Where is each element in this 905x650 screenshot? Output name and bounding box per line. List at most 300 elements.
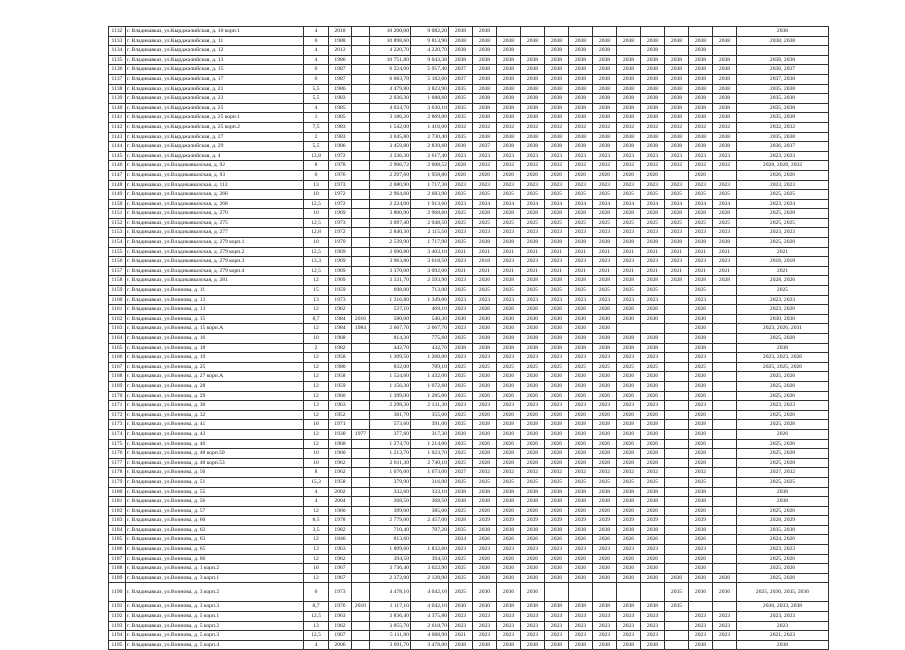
cell-year-other: 2038 [713, 55, 737, 65]
cell-year-other [713, 401, 737, 411]
cell-year-gas [665, 535, 689, 545]
cell-year-facade: 2038 [473, 525, 497, 535]
cell-planned-years: 2037, 2038 [737, 74, 829, 84]
cell-wear-percent: 12 [304, 573, 329, 583]
cell-reconstruction-year [352, 612, 370, 622]
cell-build-year: 1963 [329, 401, 352, 411]
cell-address: г. Владикавказ, ул.Владикавказская, д. 277 [126, 228, 304, 238]
cell-year-sewer: 2038 [641, 525, 665, 535]
table-row [109, 497, 829, 507]
table-row [109, 199, 829, 209]
cell-year-basement: 2026 [497, 372, 521, 382]
cell-build-year: 1980 [329, 362, 352, 372]
cell-year-hot-water: 2038 [593, 142, 617, 152]
cell-living-area: 385,00 [411, 506, 449, 516]
cell-year-hot-water: 2028 [593, 458, 617, 468]
cell-total-area: 3 370,00 [370, 266, 411, 276]
table-row [109, 612, 829, 622]
cell-year-cold-water: 2028 [617, 420, 641, 430]
cell-year-basement: 2038 [497, 74, 521, 84]
cell-year-elevator: 2028 [689, 209, 713, 219]
cell-year-sewer: 2038 [641, 132, 665, 142]
cell-year-gas [665, 506, 689, 516]
cell-wear-percent: 3,5 [304, 525, 329, 535]
cell-year-cold-water: 2038 [617, 602, 641, 612]
cell-year-facade: 2021 [473, 266, 497, 276]
cell-living-area: 2 115,50 [411, 228, 449, 238]
cell-year-roof: 2035 [449, 525, 473, 535]
cell-year-heating [569, 27, 593, 37]
table-row [109, 420, 829, 430]
cell-address: г. Владикавказ, ул.Владикавказская, д. 279 корп.1 [126, 238, 304, 248]
cell-wear-percent: 13 [304, 401, 329, 411]
cell-year-cold-water: 2038 [617, 132, 641, 142]
cell-year-sewer: 2030 [641, 314, 665, 324]
cell-living-area: 2 618,70 [411, 621, 449, 631]
cell-address: г. Владикавказ, ул.Воинова, д. 55 [126, 487, 304, 497]
cell-year-hot-water: 2028 [593, 209, 617, 219]
cell-year-roof: 2025 [449, 583, 473, 602]
cell-year-heating: 2023 [569, 545, 593, 555]
table-row [109, 554, 829, 564]
cell-year-roof: 2025 [449, 410, 473, 420]
cell-year-foundation: 2023 [521, 545, 545, 555]
cell-year-basement: 2025 [497, 362, 521, 372]
cell-address: г. Владикавказ, ул.Воинова, д. 65 [126, 545, 304, 555]
cell-reconstruction-year: 1977 [352, 429, 370, 439]
cell-year-heating: 2038 [569, 142, 593, 152]
cell-year-roof: 2028 [449, 516, 473, 526]
cell-row-number: 1161 [109, 305, 126, 315]
cell-year-basement: 2038 [497, 65, 521, 75]
cell-year-heating: 2038 [569, 55, 593, 65]
cell-year-sewer: 2025 [641, 362, 665, 372]
cell-year-hot-water: 2038 [593, 497, 617, 507]
table-row [109, 525, 829, 535]
cell-year-roof: 2021 [449, 266, 473, 276]
cell-living-area: 4 042,10 [411, 583, 449, 602]
cell-reconstruction-year [352, 190, 370, 200]
cell-planned-years: 2038, 2038 [737, 55, 829, 65]
cell-total-area: 3 800,90 [370, 209, 411, 219]
cell-row-number: 1149 [109, 190, 126, 200]
cell-year-gas [665, 487, 689, 497]
cell-reconstruction-year [352, 170, 370, 180]
cell-year-other: 2023 [713, 228, 737, 238]
cell-reconstruction-year [352, 410, 370, 420]
cell-year-foundation: 2038 [521, 640, 545, 650]
cell-planned-years: 2023, 2023 [737, 180, 829, 190]
cell-year-facade: 2038 [473, 113, 497, 123]
cell-year-elevator: 2026 [689, 391, 713, 401]
cell-year-roof: 2038 [449, 55, 473, 65]
cell-year-foundation: 2023 [521, 401, 545, 411]
cell-year-electric: 2026 [545, 391, 569, 401]
cell-planned-years: 2025, 2026 [737, 573, 829, 583]
cell-year-gas: 2023 [665, 228, 689, 238]
cell-year-hot-water: 2025 [593, 286, 617, 296]
cell-year-elevator: 2036 [689, 583, 713, 602]
cell-living-area: 2 617,40 [411, 151, 449, 161]
cell-wear-percent: 12 [304, 324, 329, 334]
cell-year-heating: 2021 [569, 247, 593, 257]
cell-year-foundation: 2021 [521, 266, 545, 276]
table-row [109, 286, 829, 296]
cell-year-elevator: 2025 [689, 286, 713, 296]
cell-year-gas [665, 314, 689, 324]
cell-build-year: 1983 [329, 94, 352, 104]
cell-year-hot-water: 2023 [593, 180, 617, 190]
cell-year-foundation: 2026 [521, 554, 545, 564]
cell-row-number: 1172 [109, 410, 126, 420]
cell-build-year: 1972 [329, 199, 352, 209]
cell-year-elevator: 2032 [689, 161, 713, 171]
table-row [109, 295, 829, 305]
cell-year-basement: 2025 [497, 218, 521, 228]
cell-living-area [411, 535, 449, 545]
cell-year-sewer: 2028 [641, 238, 665, 248]
cell-planned-years: 2025, 2025 [737, 190, 829, 200]
cell-wear-percent: 12,5 [304, 247, 329, 257]
cell-year-foundation: 2024 [521, 612, 545, 622]
cell-year-heating: 2038 [569, 84, 593, 94]
table-row [109, 218, 829, 228]
cell-year-cold-water: 2038 [617, 497, 641, 507]
cell-year-electric: 2024 [545, 199, 569, 209]
cell-year-heating: 2025 [569, 477, 593, 487]
cell-living-area: 1 688,60 [411, 94, 449, 104]
cell-total-area: 442,70 [370, 343, 411, 353]
cell-year-electric: 2032 [545, 161, 569, 171]
cell-year-gas [665, 410, 689, 420]
table-row [109, 36, 829, 46]
cell-build-year: 1968 [329, 439, 352, 449]
cell-year-facade: 2038 [473, 497, 497, 507]
cell-year-sewer: 2026 [641, 410, 665, 420]
cell-row-number: 1150 [109, 199, 126, 209]
table-row [109, 631, 829, 641]
cell-year-cold-water: 2038 [617, 113, 641, 123]
cell-year-basement: 2023 [497, 545, 521, 555]
cell-planned-years: 2038 [737, 27, 829, 37]
cell-year-foundation: 2032 [521, 468, 545, 478]
cell-year-roof: 2023 [449, 545, 473, 555]
cell-planned-years: 2036, 2037 [737, 142, 829, 152]
cell-year-other [713, 516, 737, 526]
cell-total-area: 1 676,00 [370, 468, 411, 478]
cell-year-heating: 2038 [569, 602, 593, 612]
cell-row-number: 1162 [109, 314, 126, 324]
cell-year-elevator: 2026 [689, 506, 713, 516]
cell-year-electric: 2038 [545, 142, 569, 152]
cell-year-electric: 2032 [545, 468, 569, 478]
cell-total-area: 3 331,70 [370, 276, 411, 286]
cell-year-basement: 2038 [497, 113, 521, 123]
cell-address: г. Владикавказ, ул.Воинова, д. 50 [126, 468, 304, 478]
cell-year-electric: 2032 [545, 122, 569, 132]
cell-year-facade: 2030 [473, 602, 497, 612]
cell-year-elevator: 2028 [689, 449, 713, 459]
cell-build-year: 1976 [329, 602, 352, 612]
cell-year-cold-water: 2032 [617, 468, 641, 478]
cell-year-other: 2038 [713, 84, 737, 94]
cell-year-basement: 2029 [497, 516, 521, 526]
cell-year-other: 2032 [713, 161, 737, 171]
cell-living-area: 3 403,10 [411, 247, 449, 257]
cell-wear-percent: 13 [304, 621, 329, 631]
cell-year-foundation: 2038 [521, 497, 545, 507]
cell-year-foundation: 2038 [521, 55, 545, 65]
cell-year-heating: 2026 [569, 535, 593, 545]
cell-year-foundation: 2038 [521, 525, 545, 535]
cell-year-other: 2023 [713, 631, 737, 641]
cell-year-heating: 2026 [569, 506, 593, 516]
cell-total-area: 3 186,20 [370, 113, 411, 123]
cell-year-cold-water: 2038 [617, 640, 641, 650]
cell-year-electric: 2038 [545, 343, 569, 353]
cell-year-hot-water: 2024 [593, 199, 617, 209]
cell-build-year: 1972 [329, 151, 352, 161]
cell-year-sewer: 2026 [641, 535, 665, 545]
cell-year-other: 2038 [713, 142, 737, 152]
cell-address: г. Владикавказ, ул.Воинова, д. 41 [126, 420, 304, 430]
cell-year-electric: 2028 [545, 420, 569, 430]
cell-planned-years: 2023, 2026, 2031 [737, 324, 829, 334]
cell-living-area: 1 958,80 [411, 170, 449, 180]
cell-year-roof: 2038 [449, 640, 473, 650]
cell-address: г. Владикавказ, ул.Воинова, д. 18 [126, 343, 304, 353]
cell-build-year: 1973 [329, 295, 352, 305]
cell-year-gas [665, 305, 689, 315]
cell-year-cold-water: 2025 [617, 218, 641, 228]
cell-address: г. Владикавказ, ул.Владикавказская, д. 279 корп.2 [126, 247, 304, 257]
cell-reconstruction-year [352, 27, 370, 37]
cell-living-area: 2 968,60 [411, 209, 449, 219]
cell-year-cold-water: 2025 [617, 190, 641, 200]
cell-year-electric: 2026 [545, 564, 569, 574]
cell-year-facade: 2021 [473, 247, 497, 257]
cell-address: г. Владикавказ, ул.Воинова, д. 51 [126, 477, 304, 487]
table-row [109, 401, 829, 411]
cell-build-year: 1930 [329, 429, 352, 439]
cell-row-number: 1144 [109, 142, 126, 152]
cell-reconstruction-year [352, 640, 370, 650]
cell-year-cold-water: 2023 [617, 180, 641, 190]
cell-year-cold-water: 2026 [617, 391, 641, 401]
cell-year-basement: 2038 [497, 487, 521, 497]
cell-wear-percent: 12 [304, 305, 329, 315]
cell-year-other [713, 305, 737, 315]
cell-year-cold-water: 2023 [617, 545, 641, 555]
cell-year-roof: 2038 [449, 46, 473, 56]
cell-year-other [713, 564, 737, 574]
cell-row-number: 1147 [109, 170, 126, 180]
cell-year-basement: 2026 [497, 554, 521, 564]
cell-year-basement: 2024 [497, 612, 521, 622]
table-row [109, 545, 829, 555]
cell-year-other [713, 602, 737, 612]
cell-year-elevator: 2038 [689, 36, 713, 46]
cell-year-gas [665, 46, 689, 56]
cell-year-cold-water: 2032 [617, 161, 641, 171]
cell-address: г. Владикавказ, ул.Кырджалийская, д. 29 [126, 142, 304, 152]
cell-total-area: 813,60 [370, 535, 411, 545]
cell-total-area: 4 220,70 [370, 46, 411, 56]
cell-wear-percent: 12 [304, 362, 329, 372]
cell-planned-years: 2023, 2026 [737, 305, 829, 315]
cell-year-elevator: 2038 [689, 46, 713, 56]
cell-year-other [713, 477, 737, 487]
cell-year-roof: 2025 [449, 439, 473, 449]
cell-year-electric: 2026 [545, 324, 569, 334]
cell-year-heating: 2023 [569, 257, 593, 267]
cell-year-other: 2038 [713, 36, 737, 46]
cell-year-sewer: 2038 [641, 640, 665, 650]
cell-year-heating: 2023 [569, 180, 593, 190]
cell-year-sewer: 2038 [641, 36, 665, 46]
cell-year-heating: 2038 [569, 74, 593, 84]
cell-year-sewer: 2025 [641, 286, 665, 296]
cell-year-foundation: 2029 [521, 516, 545, 526]
cell-wear-percent: 6 [304, 583, 329, 602]
cell-year-heating: 2026 [569, 439, 593, 449]
cell-wear-percent: 4 [304, 55, 329, 65]
cell-year-hot-water: 2023 [593, 295, 617, 305]
cell-wear-percent: 15 [304, 286, 329, 296]
cell-address: г. Владикавказ, ул.Воинова, д. 1 корп.2 [126, 564, 304, 574]
cell-year-sewer: 2021 [641, 247, 665, 257]
cell-year-hot-water: 2028 [593, 449, 617, 459]
table-row [109, 161, 829, 171]
cell-row-number: 1191 [109, 602, 126, 612]
cell-row-number: 1168 [109, 372, 126, 382]
cell-year-cold-water: 2023 [617, 401, 641, 411]
cell-year-foundation: 2026 [521, 324, 545, 334]
cell-living-area: 316,00 [411, 477, 449, 487]
cell-year-electric: 2026 [545, 554, 569, 564]
cell-year-roof: 2036 [449, 142, 473, 152]
table-row [109, 583, 829, 602]
cell-address: г. Владикавказ, ул.Кырджалийская, д. 21 [126, 84, 304, 94]
cell-year-basement: 2026 [497, 410, 521, 420]
cell-total-area: 2 667,70 [370, 324, 411, 334]
cell-year-heating: 2026 [569, 305, 593, 315]
table-row [109, 180, 829, 190]
cell-wear-percent: 12 [304, 391, 329, 401]
table-row [109, 276, 829, 286]
cell-year-roof: 2038 [449, 497, 473, 507]
cell-year-electric: 2025 [545, 190, 569, 200]
cell-planned-years: 2023, 2023 [737, 228, 829, 238]
cell-year-hot-water: 2025 [593, 218, 617, 228]
cell-year-basement: 2028 [497, 449, 521, 459]
cell-year-heating: 2028 [569, 209, 593, 219]
cell-reconstruction-year [352, 516, 370, 526]
cell-planned-years: 2030, 2030 [737, 314, 829, 324]
cell-year-facade: 2026 [473, 439, 497, 449]
cell-reconstruction-year [352, 142, 370, 152]
cell-year-other [713, 410, 737, 420]
table-row [109, 621, 829, 631]
cell-year-other: 2028 [713, 276, 737, 286]
cell-year-cold-water: 2026 [617, 372, 641, 382]
cell-year-facade: 2025 [473, 362, 497, 372]
cell-planned-years: 2025, 2026 [737, 381, 829, 391]
cell-year-heating: 2023 [569, 353, 593, 363]
cell-year-heating: 2038 [569, 525, 593, 535]
cell-year-hot-water: 2021 [593, 266, 617, 276]
cell-year-cold-water [617, 583, 641, 602]
cell-row-number: 1152 [109, 218, 126, 228]
cell-build-year: 1969 [329, 257, 352, 267]
cell-year-cold-water: 2028 [617, 458, 641, 468]
cell-year-facade: 2023 [473, 295, 497, 305]
cell-year-foundation: 2028 [521, 209, 545, 219]
cell-total-area: 1 809,60 [370, 545, 411, 555]
cell-wear-percent: 10 [304, 564, 329, 574]
cell-year-elevator: 2038 [689, 113, 713, 123]
cell-reconstruction-year [352, 353, 370, 363]
cell-wear-percent: 10 [304, 458, 329, 468]
cell-year-sewer: 2024 [641, 199, 665, 209]
cell-year-elevator: 2023 [689, 180, 713, 190]
cell-year-foundation: 2023 [521, 295, 545, 305]
cell-total-area: 2 298,30 [370, 401, 411, 411]
cell-planned-years: 2023, 2023 [737, 612, 829, 622]
cell-year-basement: 2023 [497, 295, 521, 305]
cell-year-roof: 2023 [449, 305, 473, 315]
cell-year-roof: 2025 [449, 209, 473, 219]
cell-planned-years: 2025, 2028 [737, 449, 829, 459]
table-row [109, 372, 829, 382]
cell-year-sewer: 2038 [641, 84, 665, 94]
cell-year-gas [665, 477, 689, 487]
table-row [109, 46, 829, 56]
cell-year-foundation: 2032 [521, 161, 545, 171]
cell-year-cold-water: 2023 [617, 151, 641, 161]
cell-year-basement: 2023 [497, 228, 521, 238]
cell-year-sewer: 2029 [641, 516, 665, 526]
cell-wear-percent: 6 [304, 74, 329, 84]
cell-planned-years: 2025, 2028 [737, 334, 829, 344]
cell-year-sewer: 2023 [641, 180, 665, 190]
cell-wear-percent: 13 [304, 295, 329, 305]
cell-year-hot-water: 2026 [593, 410, 617, 420]
cell-year-roof: 2038 [449, 36, 473, 46]
cell-planned-years: 2025, 2028 [737, 420, 829, 430]
cell-total-area: 2 297,60 [370, 170, 411, 180]
cell-address: г. Владикавказ, ул.Воинова, д. 15 корп.А [126, 324, 304, 334]
cell-year-other [713, 353, 737, 363]
cell-year-foundation: 2023 [521, 257, 545, 267]
cell-year-electric: 2025 [545, 218, 569, 228]
cell-year-cold-water [617, 46, 641, 56]
cell-year-foundation: 2025 [521, 362, 545, 372]
cell-year-sewer: 2028 [641, 458, 665, 468]
table-row [109, 94, 829, 104]
cell-living-area: 1 913,60 [411, 199, 449, 209]
cell-year-hot-water: 2028 [593, 276, 617, 286]
cell-total-area: 3 736,40 [370, 564, 411, 574]
cell-living-area: 9 082,20 [411, 27, 449, 37]
cell-year-roof: 2035 [449, 132, 473, 142]
cell-row-number: 1192 [109, 612, 126, 622]
cell-living-area: 2 131,30 [411, 401, 449, 411]
cell-year-electric: 2023 [545, 295, 569, 305]
cell-row-number: 1165 [109, 343, 126, 353]
cell-year-roof: 2025 [449, 381, 473, 391]
table-row [109, 190, 829, 200]
